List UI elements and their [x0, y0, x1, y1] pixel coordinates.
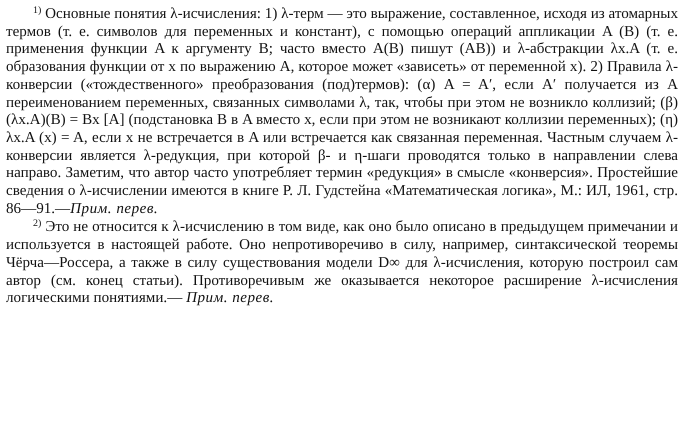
footnote-1-text: Основные понятия λ-исчисления: 1) λ-терм — это выражение, составленное, исходя из атомарных термов (т. е. символов для переменных и констант), с помощью операций аппликации A (B) (т. е. применения функции A к аргументу B; часто вместо A(B) пишут (AB)) и λ-абстракции λx.A (т. е. образования функции от x по выражению A, которое может «зависеть» от переменной x). 2) Правила λ-конверсии («тождественного» преобразования (под)термов): (α) A = A′, если A′ получается из A переименованием переменных, связанных символами λ, так, чтобы при этом не возникло коллизий; (β) (λx.A)(B) = Bx [A] (подстановка B в A вместо x, если при этом не возникают коллизии переменных); (η) λx.A (x) = A, если x не встречается в A или встречается как связанная переменная. Частным случаем λ-конверсии является λ-редукция, при которой β- и η-шаги проводятся только в направлении слева направо. Заметим, что автор часто употребляет термин «редукция» в смысле «конверсия». Простейшие сведения о λ-исчислении имеются в книге Р. Л. Гудстейна «Математическая логика», М.: ИЛ, 1961, стр. 86—91.—	[6, 6, 678, 217]
footnote-2-marker: 2)	[33, 218, 42, 230]
footnote-2-translator-note: Прим. перев.	[186, 290, 275, 307]
footnote-2-text: Это не относится к λ-исчислению в том виде, как оно было описано в предыдущем примечании и используется в настоящей работе. Оно непротиворечиво в силу, например, синтаксической теоремы Чёрча—Россера, а также в силу существования модели D∞ для λ-исчисления, которую построил сам автор (см. конец статьи). Противоречивым же оказывается некоторое расширение λ-исчисления логическими понятиями.—	[6, 219, 678, 307]
footnote-1	[6, 6, 678, 218]
footnote-1-marker: 1)	[33, 5, 42, 16]
footnote-2	[6, 219, 678, 308]
footnote-1-translator-note: Прим. перев.	[70, 200, 159, 217]
